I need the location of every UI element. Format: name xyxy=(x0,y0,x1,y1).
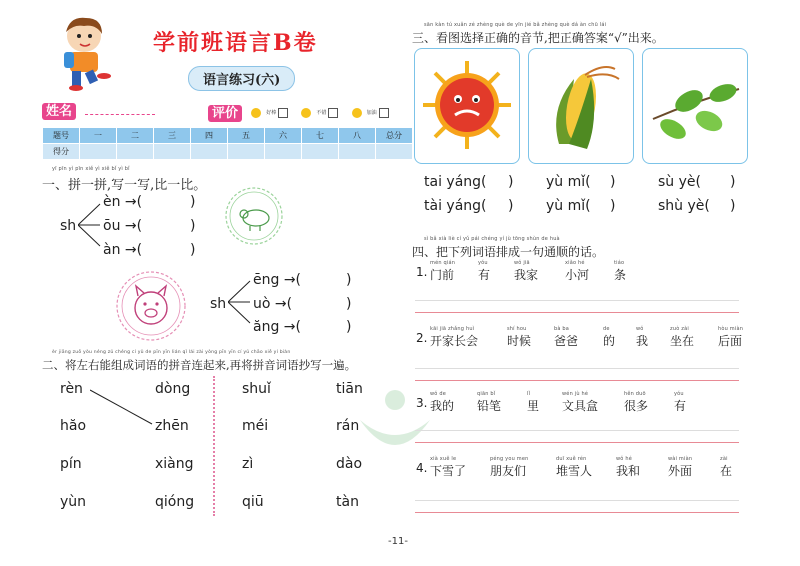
score-cell[interactable] xyxy=(265,144,302,160)
answer-close-paren: ) xyxy=(730,174,736,190)
match-left-1[interactable]: rèn xyxy=(60,381,83,397)
score-cell[interactable] xyxy=(302,144,339,160)
section2-title: 二、将左右能组成词语的拼音连起来,再将拼音词语抄写一遍。 xyxy=(42,358,357,372)
table-cell: 题号 xyxy=(43,128,80,144)
answer-close-paren: ) xyxy=(730,198,736,214)
branch-connector xyxy=(228,278,252,328)
word-pinyin: wǒ de xyxy=(430,391,446,397)
group1-item-1: èn →( xyxy=(103,194,143,210)
word-pinyin: hòu miàn xyxy=(718,326,744,332)
section4-pinyin: sì bǎ xià liè cí yǔ pái chéng yí jù tōng shùn de huà xyxy=(424,236,560,242)
corn-image-box xyxy=(528,48,634,164)
sentence-number: 2. xyxy=(416,331,428,345)
section1-title: 一、拼一拼,写一写,比一比。 xyxy=(42,178,207,193)
match-right-5[interactable]: tiān xyxy=(336,381,363,397)
corn-option-2[interactable]: yù mǐ( xyxy=(546,198,591,214)
sentence-word: 朋友们 xyxy=(490,464,527,478)
answer-close-paren: ) xyxy=(190,218,196,234)
answer-close-paren: ) xyxy=(346,296,352,312)
rating-option-2: 不错 xyxy=(316,110,327,116)
pig-image xyxy=(115,270,187,342)
answer-close-paren: ) xyxy=(610,198,616,214)
sentence-word: 里 xyxy=(527,399,540,413)
rating-checkbox-1[interactable] xyxy=(278,108,288,118)
score-cell[interactable] xyxy=(191,144,228,160)
match-right-4[interactable]: qióng xyxy=(155,494,195,510)
score-cell[interactable] xyxy=(117,144,154,160)
word-pinyin: lǐ xyxy=(527,391,531,397)
sentence-word: 在 xyxy=(720,464,733,478)
word-pinyin: wǒ jiā xyxy=(514,260,530,266)
word-pinyin: xiǎo hé xyxy=(565,260,585,266)
answer-close-paren: ) xyxy=(508,174,514,190)
match-right-3[interactable]: xiàng xyxy=(155,456,194,472)
word-pinyin: qiān bǐ xyxy=(477,391,496,397)
sentence-word: 后面 xyxy=(718,334,743,348)
sentence-word: 小河 xyxy=(565,268,590,282)
match-right-1[interactable]: dòng xyxy=(155,381,191,397)
group2-item-1: ēng →( xyxy=(253,272,302,288)
match-left-5[interactable]: shuǐ xyxy=(242,381,271,397)
smiley-icon xyxy=(301,108,311,118)
watermark-logo xyxy=(350,380,440,470)
match-left-8[interactable]: qiū xyxy=(242,494,264,510)
word-pinyin: wài miàn xyxy=(668,456,693,462)
group1-item-2: ōu →( xyxy=(103,218,143,234)
group1-initial: sh xyxy=(60,218,77,234)
table-cell: 七 xyxy=(302,128,339,144)
rating-row xyxy=(208,102,389,121)
word-pinyin: hěn duō xyxy=(624,391,646,397)
group2-initial: sh xyxy=(210,296,227,312)
table-cell: 得分 xyxy=(43,144,80,160)
sentence-word: 时候 xyxy=(507,334,532,348)
boy-mascot-image xyxy=(48,14,118,94)
sun-option-1[interactable]: tai yáng( xyxy=(424,174,487,190)
rating-label: 评价 xyxy=(208,105,242,122)
word-pinyin: yǒu xyxy=(674,391,684,397)
word-pinyin: wén jù hé xyxy=(562,391,589,397)
answer-close-paren: ) xyxy=(346,272,352,288)
match-left-3[interactable]: pín xyxy=(60,456,82,472)
rating-checkbox-2[interactable] xyxy=(328,108,338,118)
sentence-word: 很多 xyxy=(624,399,649,413)
match-left-4[interactable]: yùn xyxy=(60,494,87,510)
sentence-word: 我的 xyxy=(430,399,455,413)
sentence-word: 外面 xyxy=(668,464,693,478)
match-connector-line xyxy=(90,386,155,428)
word-pinyin: de xyxy=(603,326,610,332)
name-blank-line[interactable] xyxy=(85,104,155,115)
group2-item-2: uò →( xyxy=(253,296,293,312)
word-pinyin: péng you men xyxy=(490,456,529,462)
dotted-divider xyxy=(213,376,215,516)
sentence-word: 文具盒 xyxy=(562,399,599,413)
sentence-word: 我 xyxy=(636,334,649,348)
table-cell: 六 xyxy=(265,128,302,144)
corn-option-1[interactable]: yù mǐ( xyxy=(546,174,591,190)
section3-pinyin: sān kàn tú xuǎn zé zhèng què de yīn jié bǎ zhèng què dá àn chū lái xyxy=(424,22,607,28)
sentence-word: 我家 xyxy=(514,268,539,282)
answer-line[interactable] xyxy=(415,500,739,501)
answer-line[interactable] xyxy=(415,380,739,381)
rating-option-3: 加油 xyxy=(366,110,377,116)
table-cell: 二 xyxy=(117,128,154,144)
answer-line[interactable] xyxy=(415,312,739,313)
section4-title: 四、把下列词语排成一句通顺的话。 xyxy=(412,245,605,259)
smiley-icon xyxy=(352,108,362,118)
branch-connector xyxy=(78,200,102,250)
answer-close-paren: ) xyxy=(190,242,196,258)
sentence-word: 我和 xyxy=(616,464,641,478)
sentence-word: 有 xyxy=(478,268,491,282)
match-left-7[interactable]: zì xyxy=(242,456,254,472)
word-pinyin: zài xyxy=(720,456,728,462)
rating-checkbox-3[interactable] xyxy=(379,108,389,118)
match-right-2[interactable]: zhēn xyxy=(155,418,189,434)
score-table xyxy=(42,127,413,160)
match-right-8[interactable]: tàn xyxy=(336,494,359,510)
score-cell[interactable] xyxy=(154,144,191,160)
score-table-score-row xyxy=(43,144,413,160)
name-label: 姓名 xyxy=(42,103,76,120)
score-table-header-row xyxy=(43,128,413,144)
answer-close-paren: ) xyxy=(508,198,514,214)
match-right-6[interactable]: rán xyxy=(336,418,360,434)
answer-close-paren: ) xyxy=(610,174,616,190)
table-cell: 三 xyxy=(154,128,191,144)
section1-pinyin: yī pīn yì pīn xiě yì xiě bǐ yì bǐ xyxy=(52,166,130,172)
word-pinyin: mén qián xyxy=(430,260,456,266)
section3-title: 三、看图选择正确的音节,把正确答案“√”出来。 xyxy=(412,31,664,45)
sentence-word: 铅笔 xyxy=(477,399,502,413)
exercise-subtitle: 语言练习(六) xyxy=(188,66,295,91)
answer-line[interactable] xyxy=(415,512,739,513)
group2-item-3: ăng →( xyxy=(253,319,301,335)
answer-close-paren: ) xyxy=(190,194,196,210)
answer-line[interactable] xyxy=(415,368,739,369)
page-number: -11- xyxy=(388,536,408,547)
leaves-option-2[interactable]: shù yè( xyxy=(658,198,710,214)
sentence-number: 3. xyxy=(416,396,428,410)
page-title: 学前班语言B卷 xyxy=(153,30,318,56)
answer-line[interactable] xyxy=(415,300,739,301)
group1-item-3: àn →( xyxy=(103,242,143,258)
score-cell[interactable] xyxy=(339,144,376,160)
score-cell[interactable] xyxy=(80,144,117,160)
sentence-word: 爸爸 xyxy=(554,334,579,348)
match-left-6[interactable]: méi xyxy=(242,418,269,434)
sentence-word: 门前 xyxy=(430,268,455,282)
rating-option-1: 好棒 xyxy=(266,110,277,116)
word-pinyin: shí hou xyxy=(507,326,527,332)
leaves-image-box xyxy=(642,48,748,164)
sentence-word: 下雪了 xyxy=(430,464,467,478)
sentence-word: 的 xyxy=(603,334,616,348)
word-pinyin: wǒ hé xyxy=(616,456,632,462)
answer-line[interactable] xyxy=(415,430,739,431)
answer-close-paren: ) xyxy=(346,319,352,335)
word-pinyin: duī xuě rén xyxy=(556,456,587,462)
sentence-word: 有 xyxy=(674,399,687,413)
table-cell: 总分 xyxy=(376,128,413,144)
word-pinyin: xià xuě le xyxy=(430,456,457,462)
answer-line[interactable] xyxy=(415,442,739,443)
word-pinyin: wǒ xyxy=(636,326,644,332)
sentence-word: 开家长会 xyxy=(430,334,479,348)
sentence-number: 4. xyxy=(416,461,428,475)
score-cell[interactable] xyxy=(376,144,413,160)
word-pinyin: tiáo xyxy=(614,260,625,266)
match-right-7[interactable]: dào xyxy=(336,456,363,472)
section2-pinyin: èr jiāng zuǒ yòu néng zǔ chéng cí yǔ de pīn yīn lián qǐ lái zài yòng pīn yīn cí yǔ chāo xiě yí biàn xyxy=(52,350,291,355)
sentence-word: 坐在 xyxy=(670,334,695,348)
word-pinyin: bà ba xyxy=(554,326,570,332)
table-cell: 五 xyxy=(228,128,265,144)
leaves-option-1[interactable]: sù yè( xyxy=(658,174,701,190)
sheep-image xyxy=(224,186,284,246)
word-pinyin: kāi jiā zhǎng huì xyxy=(430,326,475,332)
leaves-image xyxy=(643,49,747,163)
word-pinyin: zuò zài xyxy=(670,326,689,332)
sentence-word: 条 xyxy=(614,268,627,282)
table-cell: 八 xyxy=(339,128,376,144)
match-left-2[interactable]: hăo xyxy=(60,418,87,434)
table-cell: 一 xyxy=(80,128,117,144)
corn-image xyxy=(529,49,633,163)
smiley-icon xyxy=(251,108,261,118)
score-cell[interactable] xyxy=(228,144,265,160)
table-cell: 四 xyxy=(191,128,228,144)
name-row xyxy=(42,100,155,119)
sun-image xyxy=(415,49,519,163)
sentence-word: 堆雪人 xyxy=(556,464,593,478)
sentence-number: 1. xyxy=(416,265,428,279)
word-pinyin: yǒu xyxy=(478,260,488,266)
sun-image-box xyxy=(414,48,520,164)
sun-option-2[interactable]: tài yáng( xyxy=(424,198,487,214)
